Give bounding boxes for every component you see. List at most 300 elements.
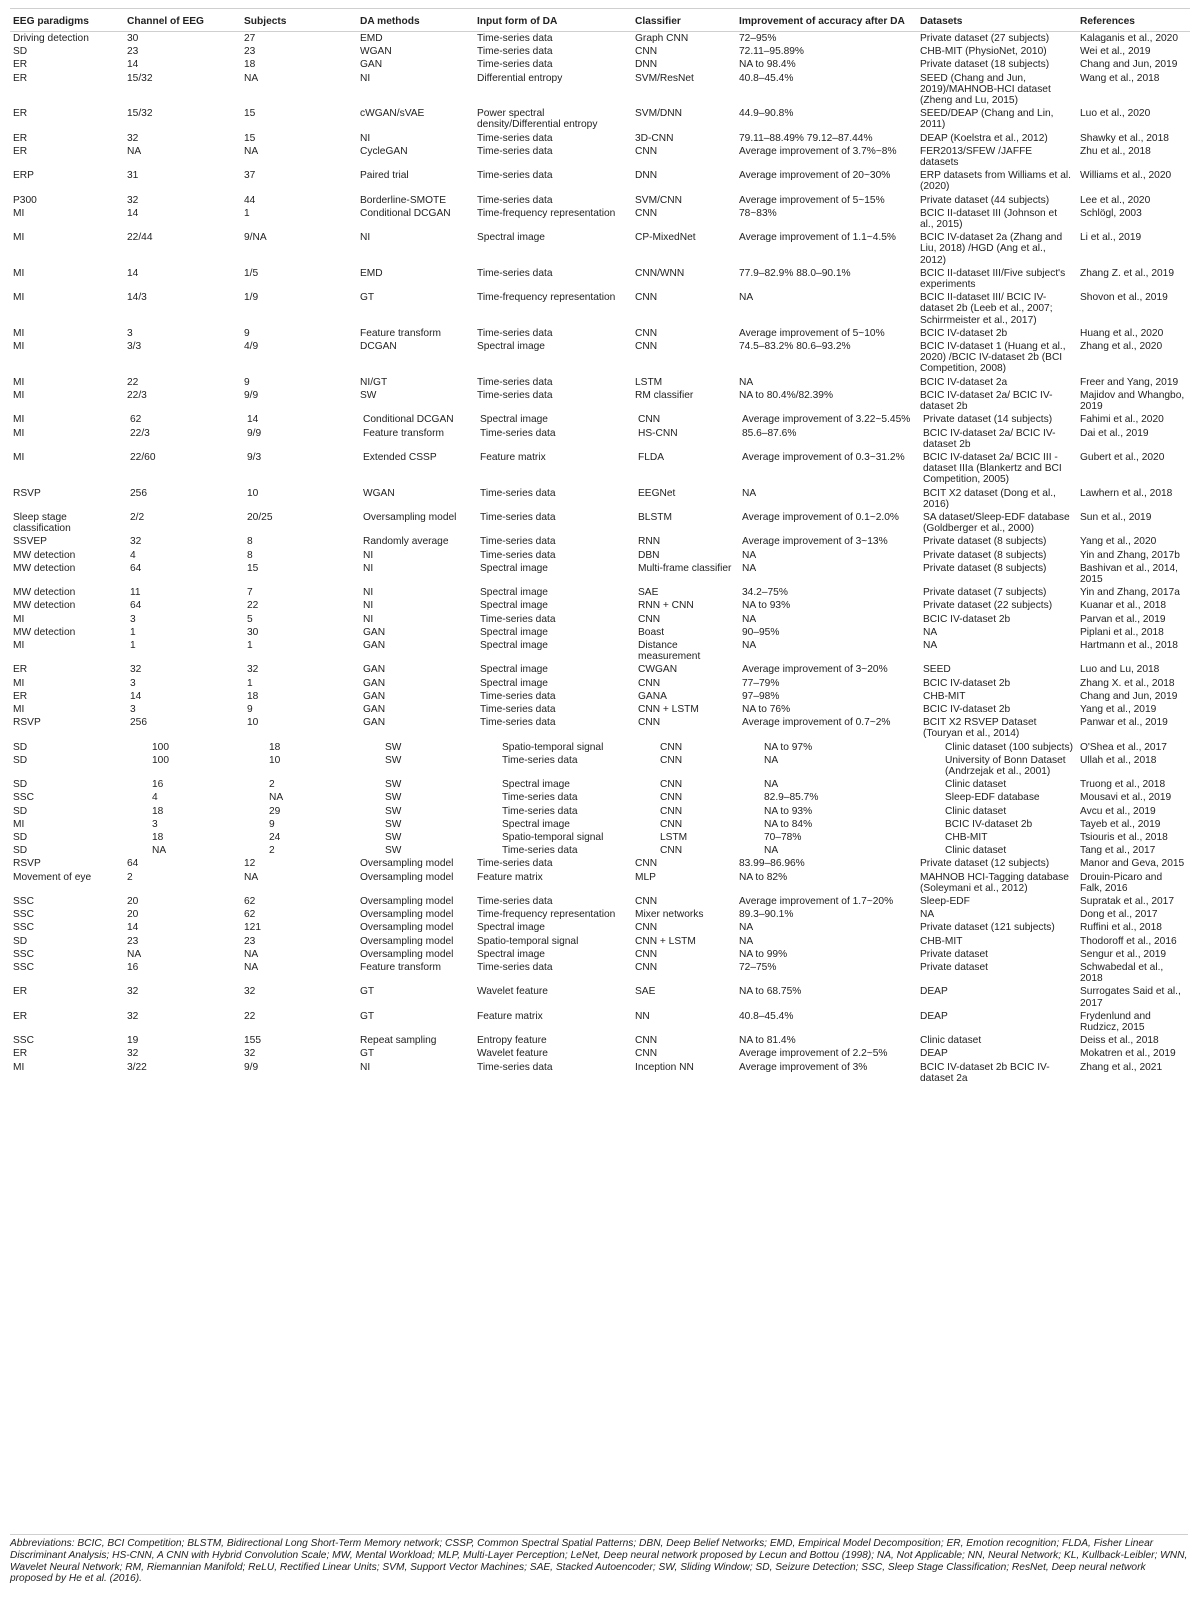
cell-da-method: GAN [363,717,386,729]
cell-dataset: Private dataset (22 subjects) [923,600,1053,612]
cell-input-form: Time-series data [477,46,553,58]
table-row [10,791,1190,804]
cell-input-form: Feature matrix [477,1010,543,1022]
cell-improvement: Average improvement of 3.22~5.45% [742,414,911,426]
cell-reference: Ruffini et al., 2018 [1080,922,1162,934]
cell-improvement: NA [739,935,754,947]
cell-dataset: Private dataset (12 subjects) [920,858,1050,870]
cell-paradigm: SD [13,46,28,58]
cell-paradigm: SD [13,845,28,857]
cell-dataset: Private dataset (18 subjects) [920,59,1050,71]
cell-dataset: BCIC IV-dataset 2b [945,818,1033,830]
table-row [10,326,1190,339]
cell-da-method: cWGAN/sVAE [360,108,425,120]
cell-da-method: SW [360,389,377,401]
cell-paradigm: Sleep stage classification [13,511,71,535]
cell-channels: 64 [127,858,139,870]
cell-da-method: SW [385,741,402,753]
cell-improvement: Average improvement of 5~10% [739,327,885,339]
cell-classifier: DNN [635,170,658,182]
table-row [10,266,1190,290]
cell-reference: Tayeb et al., 2019 [1080,818,1161,830]
cell-reference: Piplani et al., 2018 [1080,626,1164,638]
table-row [10,625,1190,638]
header-references: References [1077,9,1190,32]
cell-channels: 14 [127,207,139,219]
cell-input-form: Spatio-temporal signal [502,832,604,843]
cell-paradigm: MW detection [13,549,76,561]
cell-reference: Mokatren et al., 2019 [1080,1048,1176,1060]
cell-reference: Parvan et al., 2019 [1080,613,1166,625]
cell-channels: 2/2 [130,511,145,523]
cell-paradigm: SD [13,741,28,753]
table-row [10,486,1190,510]
cell-channels: 14 [127,59,139,71]
cell-subjects: 18 [244,59,256,71]
cell-da-method: Repeat sampling [360,1035,437,1047]
cell-classifier: CP-MixedNet [635,232,696,244]
cell-paradigm: RSVP [13,858,41,870]
cell-dataset: BCIC IV-dataset 2a [920,376,1008,388]
table-row [10,947,1190,960]
cell-improvement: Average improvement of 3~13% [742,536,888,548]
cell-dataset: Private dataset (121 subjects) [920,922,1055,934]
cell-da-method: GAN [363,677,386,689]
cell-paradigm: Movement of eye [13,871,92,883]
cell-classifier: MLP [635,871,656,883]
cell-subjects: 155 [244,1035,261,1047]
abbreviations-footnote: Abbreviations: BCIC, BCI Competition; BLSTM, Bidirectional Long Short-Term Memory network; CSSP, Common Spectral Spatial Patterns; DBN, Deep Belief Networks; EMD, Empirical Model Decomposition; ER, Emotion recognition; FLDA, Fisher Linear Discriminant Analysis; HS-CNN, A CNN with Hybrid Convolution Scale; MW, Mental Workload; MLP, Multi-Layer Perception; LeNet, Deep neural network proposed by Lecun and Bottou (1998); NA, Not Applicable; NN, Neural Network; KL, Kullback-Leibler; WNN, Wavelet Neural Network; RM, Riemannian Manifold; ReLU, Rectified Linear Units; SVM, Support Vector Machines; SAE, Stacked Autoencoder; SW, Sliding Window; SD, Seizure Detection; SSC, Sleep Stage Classification; ResNet, Deep neural network proposed by He et al. (2016). [10,1534,1188,1585]
cell-channels: 3/22 [127,1061,147,1073]
cell-paradigm: MI [13,327,25,339]
cell-classifier: HS-CNN [638,427,678,439]
header-improvement: Improvement of accuracy after DA [736,9,917,32]
cell-classifier: Boast [638,626,665,638]
cell-input-form: Spectral image [480,639,548,651]
cell-input-form: Time-series data [480,536,556,548]
cell-da-method: NI [363,549,374,561]
cell-dataset: Sleep-EDF [920,896,970,908]
cell-da-method: Feature transform [363,427,444,439]
header-eeg-paradigms: EEG paradigms [10,9,124,32]
cell-channels: 32 [130,536,142,548]
cell-channels: 30 [127,33,139,44]
cell-reference: Mousavi et al., 2019 [1080,792,1172,804]
table-row [10,193,1190,206]
cell-classifier: Multi-frame classifier [638,562,732,574]
table-row [10,388,1190,412]
table-row [10,740,1190,753]
cell-paradigm: ER [13,690,28,702]
cell-reference: Williams et al., 2020 [1080,170,1172,182]
cell-subjects: 20/25 [247,511,273,523]
cell-classifier: SAE [635,986,656,998]
cell-improvement: 34.2–75% [742,587,788,599]
cell-classifier: CNN [638,717,661,729]
cell-paradigm: MI [13,677,25,689]
cell-improvement: 44.9–90.8% [739,108,794,120]
cell-da-method: GAN [363,639,386,651]
cell-subjects: 10 [247,717,259,729]
cell-reference: Dong et al., 2017 [1080,909,1158,921]
cell-reference: Li et al., 2019 [1080,232,1142,244]
cell-dataset: BCIC IV-dataset 2b [923,613,1011,625]
cell-da-method: NI/GT [360,376,388,388]
cell-reference: Sengur et al., 2019 [1080,948,1167,960]
table-row [10,131,1190,144]
cell-input-form: Time-series data [477,376,553,388]
cell-reference: Shovon et al., 2019 [1080,292,1168,304]
cell-improvement: Average improvement of 20~30% [739,170,891,182]
cell-channels: 14 [127,267,139,279]
cell-subjects: 15 [244,132,256,144]
cell-paradigm: SSC [13,948,34,960]
cell-dataset: SA dataset/Sleep-EDF database (Goldberger et al., 2000) [923,511,1070,535]
cell-da-method: NI [363,613,374,625]
cell-reference: Hartmann et al., 2018 [1080,639,1178,651]
cell-improvement: Average improvement of 0.1~2.0% [742,511,899,523]
cell-paradigm: SSC [13,896,34,908]
cell-dataset: Clinic dataset (100 subjects) [945,741,1073,753]
cell-paradigm: MI [13,389,25,401]
cell-dataset: Private dataset [920,948,988,960]
cell-reference: Zhang et al., 2021 [1080,1061,1163,1073]
cell-da-method: Extended CSSP [363,451,437,463]
cell-reference: Yin and Zhang, 2017a [1080,587,1180,599]
cell-subjects: 15 [244,108,256,120]
cell-channels: 100 [152,754,169,766]
cell-paradigm: SD [13,805,28,817]
cell-dataset: DEAP [920,986,948,998]
cell-input-form: Time-series data [477,194,553,206]
cell-dataset: BCIC IV-dataset 2a/ BCIC IV-dataset 2b [923,427,1056,450]
cell-classifier: CNN [660,741,683,753]
table-row [10,1009,1190,1033]
cell-subjects: 14 [247,414,259,426]
table-row [10,844,1190,857]
cell-classifier: CNN [635,922,658,934]
cell-paradigm: P300 [13,194,37,206]
table-row [10,676,1190,689]
table-row [10,375,1190,388]
cell-classifier: CNN [635,858,658,870]
cell-dataset: BCIC IV-dataset 2a (Zhang and Liu, 2018) /HGD (Ang et al., 2012) [920,232,1063,266]
cell-dataset: Clinic dataset [945,845,1007,857]
cell-da-method: SW [385,754,402,766]
cell-classifier: CNN [660,818,683,830]
table-row [10,586,1190,599]
cell-paradigm: ERP [13,170,34,182]
cell-dataset: BCIC IV-dataset 2b [923,677,1011,689]
cell-classifier: CNN [635,896,658,908]
cell-improvement: 72.11–95.89% [739,46,804,58]
cell-da-method: NI [363,562,374,574]
cell-input-form: Spectral image [480,600,548,612]
cell-input-form: Time-series data [480,690,556,702]
cell-classifier: CNN [638,613,661,625]
cell-da-method: WGAN [363,487,395,499]
cell-improvement: NA to 80.4%/82.39% [739,389,834,401]
cell-classifier: LSTM [660,832,688,843]
cell-subjects: 30 [247,626,259,638]
cell-paradigm: MW detection [13,626,76,638]
cell-reference: Majidov and Whangbo, 2019 [1080,389,1185,413]
cell-dataset: Clinic dataset [945,779,1007,791]
eeg-da-table [10,8,1190,1085]
cell-channels: 3 [130,703,136,715]
cell-reference: Chang and Jun, 2019 [1080,690,1178,702]
cell-input-form: Time-series data [502,845,578,857]
cell-channels: 100 [152,741,169,753]
cell-channels: 14 [130,690,142,702]
cell-channels: 22 [127,376,139,388]
cell-da-method: GAN [363,664,386,676]
cell-improvement: 79.11–88.49% 79.12–87.44% [739,132,873,144]
cell-reference: Lawhern et al., 2018 [1080,487,1173,499]
cell-subjects: 1/9 [244,292,259,304]
table-row [10,612,1190,625]
cell-classifier: CNN [635,292,658,304]
cell-improvement: Average improvement of 0.3~31.2% [742,451,905,463]
cell-paradigm: MI [13,292,25,304]
cell-channels: 3 [130,677,136,689]
cell-input-form: Time-series data [502,754,578,766]
cell-classifier: SVM/CNN [635,194,682,206]
cell-improvement: NA to 81.4% [739,1035,796,1047]
cell-channels: 32 [130,664,142,676]
cell-input-form: Time-series data [480,717,556,729]
table-row [10,169,1190,193]
cell-subjects: 12 [244,858,256,870]
cell-reference: Manor and Geva, 2015 [1080,858,1185,870]
cell-subjects: 7 [247,587,253,599]
cell-input-form: Wavelet feature [477,1048,548,1060]
cell-input-form: Spectral image [480,414,548,426]
cell-da-method: NI [360,72,371,84]
cell-channels: 3 [130,613,136,625]
cell-channels: 22/3 [127,389,147,401]
cell-paradigm: MI [13,267,25,279]
cell-classifier: CNN + LSTM [638,703,699,715]
header-classifier: Classifier [632,9,736,32]
cell-input-form: Time-frequency representation [477,909,616,921]
cell-dataset: Private dataset (8 subjects) [923,562,1047,574]
cell-improvement: NA [742,487,757,499]
cell-improvement: 85.6–87.6% [742,427,797,439]
cell-dataset: FER2013/SFEW /JAFFE datasets [920,145,1033,169]
cell-reference: Wei et al., 2019 [1080,46,1151,58]
cell-classifier: CNN [635,341,658,353]
cell-reference: Zhu et al., 2018 [1080,145,1151,157]
cell-channels: 3 [127,327,133,339]
cell-paradigm: SSC [13,962,34,974]
cell-paradigm: RSVP [13,717,41,729]
cell-improvement: 74.5–83.2% 80.6–93.2% [739,341,851,353]
cell-subjects: 24 [269,832,281,843]
cell-channels: 23 [127,935,139,947]
cell-improvement: Average improvement of 5~15% [739,194,885,206]
cell-paradigm: SSC [13,792,34,804]
cell-input-form: Time-series data [502,805,578,817]
cell-paradigm: ER [13,59,28,71]
cell-input-form: Spectral image [480,664,548,676]
table-row [10,870,1190,894]
table-row [10,426,1190,450]
cell-dataset: BCIC II-dataset III (Johnson et al., 2015) [920,207,1058,231]
cell-dataset: DEAP [920,1048,948,1060]
cell-reference: Lee et al., 2020 [1080,194,1151,206]
table-row [10,895,1190,908]
cell-channels: 31 [127,170,139,182]
table-row [10,599,1190,612]
cell-paradigm: MI [13,341,25,353]
cell-da-method: SW [385,805,402,817]
cell-input-form: Time-series data [477,896,553,908]
cell-channels: 4 [152,792,158,804]
table-row [10,817,1190,830]
cell-input-form: Differential entropy [477,72,563,84]
cell-paradigm: MI [13,207,25,219]
table-row [10,638,1190,662]
cell-improvement: Average improvement of 3~20% [742,664,888,676]
cell-subjects: NA [244,871,259,883]
cell-subjects: 121 [244,922,261,934]
cell-improvement: Average improvement of 3.7%~8% [739,145,897,157]
cell-improvement: NA [739,376,754,388]
table-row [10,45,1190,58]
cell-channels: 32 [127,1010,139,1022]
cell-channels: 20 [127,909,139,921]
cell-dataset: University of Bonn Dataset (Andrzejak et al., 2001) [945,754,1066,777]
cell-dataset: SEED (Chang and Jun, 2019)/MAHNOB-HCI dataset (Zheng and Lu, 2015) [920,72,1051,107]
cell-input-form: Spectral image [480,587,548,599]
cell-classifier: CNN [660,805,683,817]
table-body [10,31,1190,1085]
cell-da-method: SW [385,792,402,804]
cell-input-form: Time-series data [477,1061,553,1073]
cell-input-form: Spectral image [480,562,548,574]
cell-channels: 62 [130,414,142,426]
cell-paradigm: SD [13,754,28,766]
cell-paradigm: SSC [13,922,34,934]
cell-classifier: Inception NN [635,1061,694,1073]
cell-reference: Chang and Jun, 2019 [1080,59,1178,71]
cell-paradigm: SD [13,935,28,947]
cell-da-method: GT [360,292,375,304]
cell-channels: 23 [127,46,139,58]
cell-subjects: 9 [247,703,253,715]
cell-classifier: CWGAN [638,664,678,676]
table-row [10,702,1190,715]
cell-paradigm: ER [13,1010,28,1022]
table-row [10,71,1190,107]
cell-channels: 15/32 [127,72,153,84]
cell-da-method: GT [360,1010,375,1022]
cell-da-method: GT [360,1048,375,1060]
cell-subjects: 8 [247,549,253,561]
cell-da-method: EMD [360,33,383,44]
table-row [10,778,1190,791]
table-row [10,663,1190,676]
header-subjects: Subjects [241,9,357,32]
cell-paradigm: MI [13,414,25,426]
table-row [10,804,1190,817]
cell-channels: 64 [130,600,142,612]
cell-channels: 11 [130,587,141,599]
cell-reference: Kalaganis et al., 2020 [1080,33,1178,44]
cell-input-form: Time-frequency representation [477,207,616,219]
cell-dataset: ERP datasets from Williams et al. (2020) [920,170,1071,193]
cell-input-form: Time-series data [480,703,556,715]
cell-reference: Frydenlund and Rudzicz, 2015 [1080,1010,1151,1034]
cell-da-method: CycleGAN [360,145,408,157]
cell-paradigm: MI [13,427,25,439]
cell-input-form: Time-frequency representation [477,292,616,304]
cell-paradigm: MW detection [13,600,76,612]
cell-improvement: NA [742,549,757,561]
cell-improvement: NA to 82% [739,871,788,883]
cell-subjects: 1 [247,639,253,651]
cell-improvement: 77–79% [742,677,780,689]
cell-dataset: Private dataset (14 subjects) [923,414,1053,426]
table-row [10,561,1190,585]
cell-classifier: NN [635,1010,650,1022]
cell-classifier: DNN [635,59,658,71]
cell-subjects: 29 [269,805,281,817]
cell-subjects: 32 [244,986,256,998]
table-row [10,1060,1190,1084]
cell-subjects: 9 [244,327,250,339]
cell-subjects: 37 [244,170,256,182]
cell-channels: 4 [130,549,136,561]
cell-channels: 18 [152,832,164,843]
cell-channels: 15/32 [127,108,153,120]
cell-input-form: Spectral image [502,818,570,830]
table-row [10,413,1190,426]
cell-input-form: Spectral image [502,779,570,791]
cell-classifier: RNN + CNN [638,600,694,612]
cell-input-form: Time-series data [477,389,553,401]
cell-paradigm: MI [13,613,25,625]
cell-input-form: Time-series data [480,487,556,499]
cell-input-form: Time-series data [477,59,553,71]
table-row [10,340,1190,376]
cell-classifier: CNN [635,145,658,157]
cell-improvement: NA [739,922,754,934]
cell-improvement: NA to 68.75% [739,986,802,998]
cell-da-method: GAN [363,703,386,715]
cell-da-method: SW [385,779,402,791]
cell-input-form: Time-series data [480,511,556,523]
cell-input-form: Spectral image [477,232,545,244]
cell-reference: Luo and Lu, 2018 [1080,664,1160,676]
cell-input-form: Spatio-temporal signal [502,741,604,753]
cell-dataset: NA [923,626,938,638]
cell-classifier: CNN [660,845,683,857]
cell-channels: 16 [152,779,164,791]
cell-subjects: 23 [244,935,256,947]
cell-paradigm: MI [13,232,25,244]
header-datasets: Datasets [917,9,1077,32]
cell-channels: 3 [152,818,158,830]
cell-paradigm: MI [13,818,25,830]
cell-classifier: CNN [660,792,683,804]
cell-input-form: Time-series data [477,145,553,157]
cell-dataset: BCIC IV-dataset 2b BCIC IV-dataset 2a [920,1061,1050,1084]
cell-classifier: FLDA [638,451,665,463]
cell-paradigm: ER [13,132,28,144]
cell-reference: Panwar et al., 2019 [1080,717,1168,729]
